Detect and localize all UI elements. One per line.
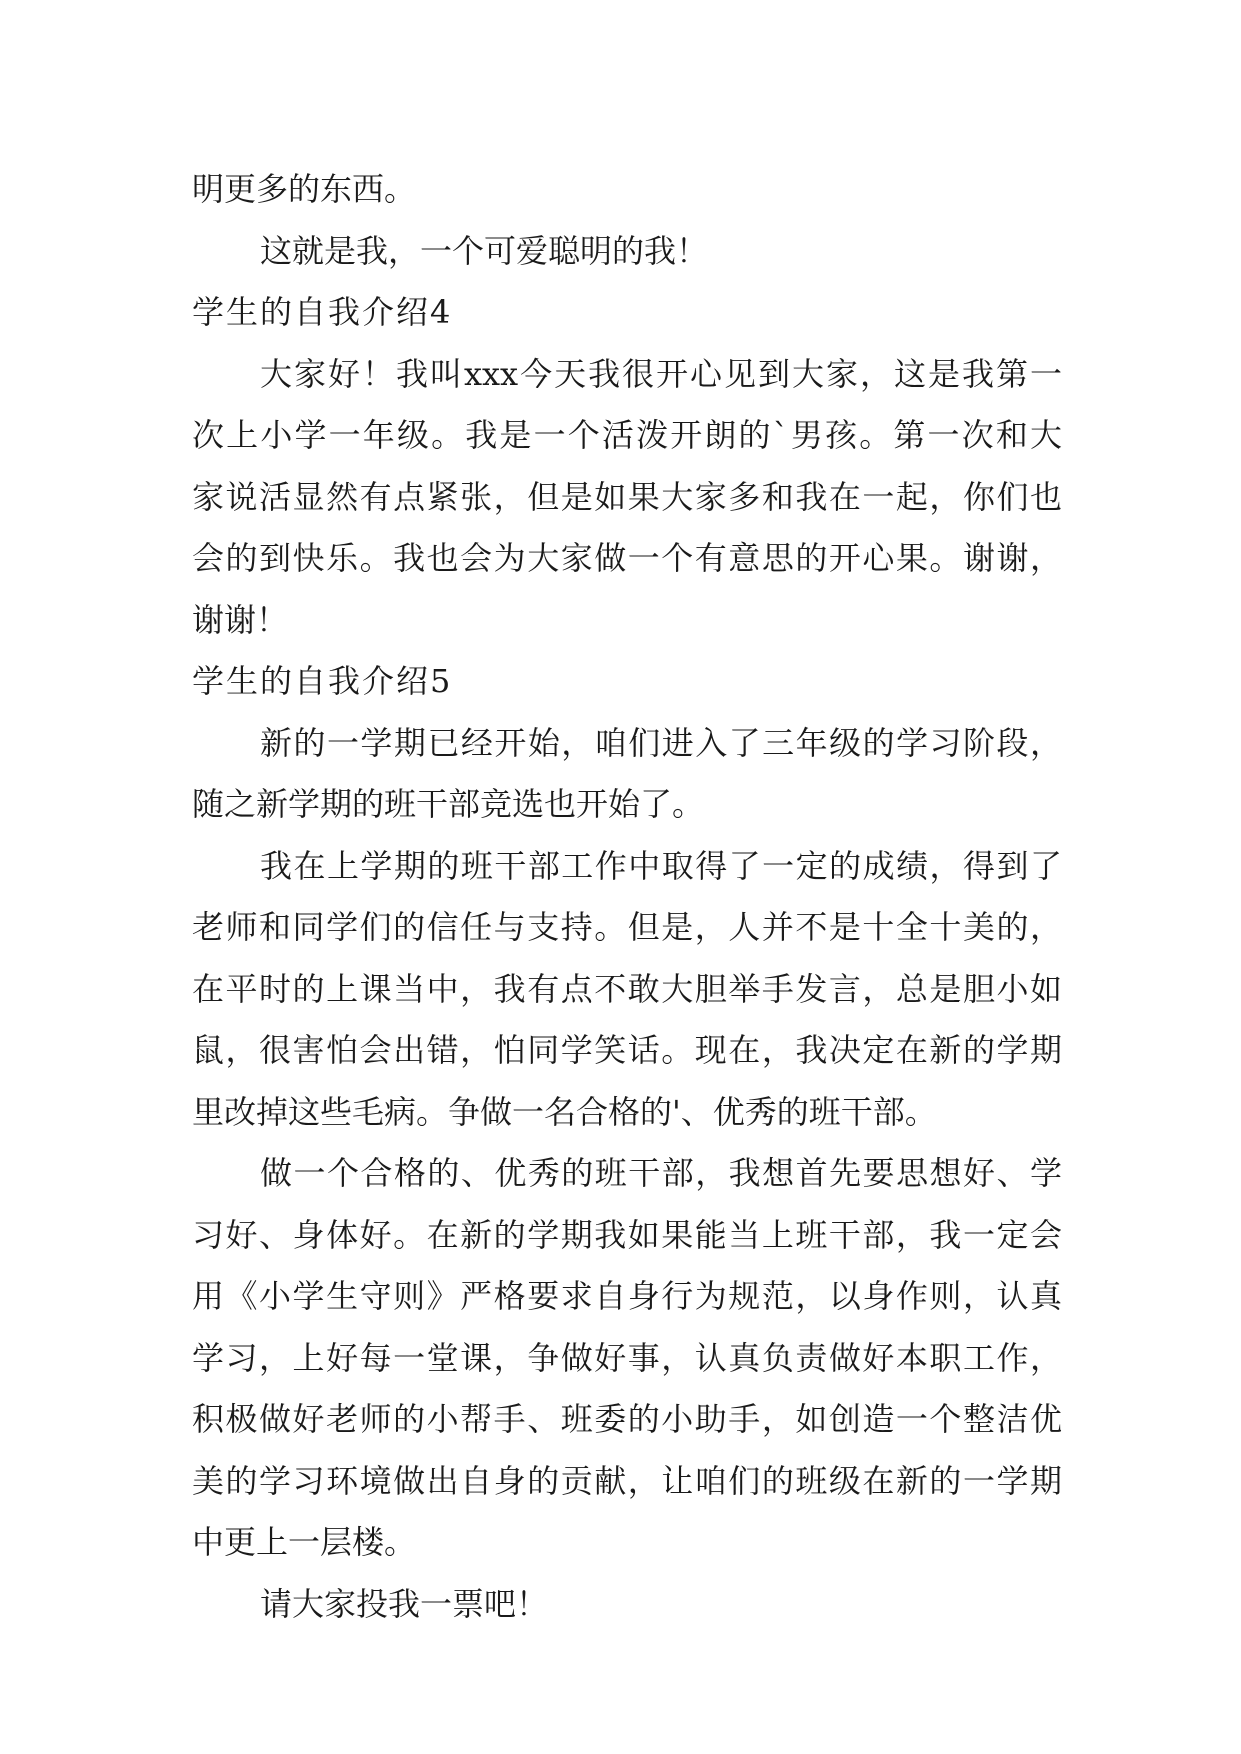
paragraph-line: 美的学习环境做出自身的贡献，让咱们的班级在新的一学期 — [192, 1461, 1062, 1500]
paragraph-line: 鼠，很害怕会出错，怕同学笑话。现在，我决定在新的学期 — [192, 1031, 1062, 1069]
paragraph-line: 在平时的上课当中，我有点不敢大胆举手发言，总是胆小如 — [192, 969, 1062, 1008]
paragraph-line: 做一个合格的、优秀的班干部，我想首先要思想好、学 — [260, 1154, 1062, 1192]
paragraph-line: 老师和同学们的信任与支持。但是，人并不是十全十美的， — [192, 908, 1062, 946]
section-heading-4: 学生的自我介绍4 — [192, 293, 453, 331]
paragraph-line: 家说活显然有点紧张，但是如果大家多和我在一起，你们也 — [192, 477, 1062, 516]
paragraph-line: 请大家投我一票吧！ — [260, 1584, 549, 1623]
paragraph-line: 明更多的东西。 — [192, 170, 417, 208]
document-body — [192, 159, 1062, 1635]
paragraph-line: 谢谢！ — [192, 600, 289, 639]
paragraph-line: 里改掉这些毛病。争做一名合格的'、优秀的班干部。 — [192, 1092, 937, 1131]
paragraph-line: 积极做好老师的小帮手、班委的小助手，如创造一个整洁优 — [192, 1400, 1062, 1438]
paragraph-line: 习好、身体好。在新的学期我如果能当上班干部，我一定会 — [192, 1215, 1062, 1254]
paragraph-line: 中更上一层楼。 — [192, 1523, 417, 1561]
paragraph-line: 这就是我，一个可爱聪明的我！ — [260, 231, 709, 270]
paragraph-line: 随之新学期的班干部竞选也开始了。 — [192, 785, 705, 823]
paragraph-line: 新的一学期已经开始，咱们进入了三年级的学习阶段， — [260, 723, 1062, 762]
paragraph-line: 大家好！我叫xxx今天我很开心见到大家，这是我第一 — [260, 354, 1062, 393]
paragraph-line: 会的到快乐。我也会为大家做一个有意思的开心果。谢谢， — [192, 539, 1062, 577]
section-heading-5: 学生的自我介绍5 — [192, 662, 453, 700]
paragraph-line: 用《小学生守则》严格要求自身行为规范，以身作则，认真 — [192, 1277, 1062, 1315]
paragraph-line: 次上小学一年级。我是一个活泼开朗的`男孩。第一次和大 — [192, 416, 1062, 454]
paragraph-line: 学习，上好每一堂课，争做好事，认真负责做好本职工作， — [192, 1338, 1062, 1377]
paragraph-line: 我在上学期的班干部工作中取得了一定的成绩，得到了 — [260, 846, 1062, 885]
